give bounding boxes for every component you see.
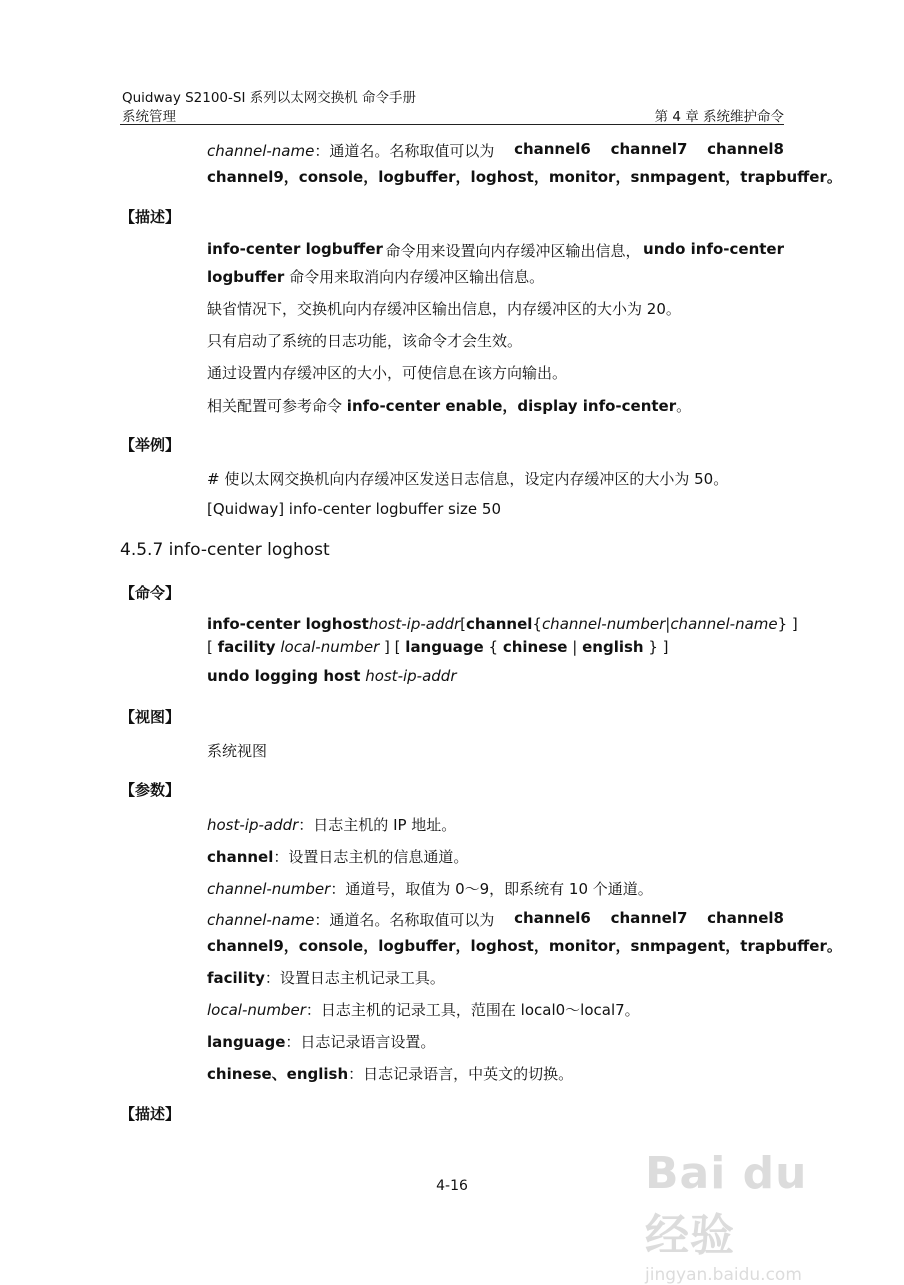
cmd-text: info-center logbuffer: [207, 240, 383, 258]
param-desc: ：通道名。名称取值可以为: [314, 142, 495, 160]
header-row: [122, 105, 784, 125]
param-chinese-english: [207, 1063, 784, 1084]
watermark: [645, 1148, 855, 1285]
cmd-bracket: {: [532, 615, 542, 633]
desc-line1: [207, 240, 784, 261]
value-channel6: channel6: [514, 140, 591, 158]
desc-size: 通过设置内存缓冲区的大小，可使信息在该方向输出。: [207, 364, 568, 382]
param-name: channel-number: [207, 880, 331, 898]
param-desc: ：日志主机的记录工具，范围在 local0～local7。: [305, 1001, 640, 1019]
header-chapter: 第 4 章 系统维护命令: [654, 109, 784, 125]
param-channel-number: [207, 878, 784, 899]
header-rule: [120, 124, 784, 125]
cmd-bracket: [: [460, 615, 467, 633]
desc-text: 命令用来取消向内存缓冲区输出信息。: [289, 268, 545, 286]
command-syntax-line1: [207, 615, 798, 633]
param-channel-name-line1: [207, 909, 784, 930]
desc-enable: 只有启动了系统的日志功能，该命令才会生效。: [207, 332, 523, 350]
param-name: host-ip-addr: [207, 816, 299, 834]
param-name: facility: [207, 969, 265, 987]
desc-default: 缺省情况下，交换机向内存缓冲区输出信息，内存缓冲区的大小为 20。: [207, 300, 681, 318]
param-desc: ：通道号，取值为 0～9，即系统有 10 个通道。: [330, 880, 653, 898]
cmd-keyword: facility: [217, 638, 276, 656]
example-comment: # 使以太网交换机向内存缓冲区发送日志信息，设定内存缓冲区的大小为 50。: [207, 470, 729, 488]
param-desc: ：设置日志主机的信息通道。: [273, 848, 469, 866]
param-name: channel-name: [207, 911, 315, 929]
param-desc: ：通道名。名称取值可以为: [314, 911, 495, 929]
cmd-keyword: chinese: [502, 638, 568, 656]
param-facility: [207, 967, 784, 988]
example-command: [Quidway] info-center logbuffer size 50: [207, 500, 501, 518]
param-local-number: [207, 999, 784, 1020]
watermark-url: jingyan.baidu.com: [645, 1265, 802, 1285]
value-channel7: channel7: [610, 909, 688, 927]
cmd-bracket: |: [665, 615, 671, 633]
param-channel-name-line2: channel9，console，logbuffer，loghost，monitor，snmpagent，trapbuffer。: [207, 937, 842, 955]
value-channel8: channel8: [707, 140, 784, 158]
param-desc: ：设置日志主机记录工具。: [264, 969, 445, 987]
value-channel6: channel6: [514, 909, 591, 927]
desc-text: 相关配置可参考命令: [207, 397, 343, 415]
section-label-command: 【命令】: [120, 584, 181, 602]
param-desc: ：日志主机的 IP 地址。: [298, 816, 457, 834]
param-name: channel: [207, 848, 274, 866]
command-undo: [207, 667, 784, 685]
punct: 。: [676, 397, 692, 415]
value-channel7: channel7: [610, 140, 688, 158]
cmd-keyword: info-center loghost: [207, 615, 369, 633]
cmd-keyword: language: [405, 638, 484, 656]
watermark-logo: Bai du 经验: [645, 1148, 808, 1261]
param-host-ip-addr: [207, 814, 784, 835]
cmd-bracket: {: [488, 638, 499, 656]
header-title: Quidway S2100-SI 系列以太网交换机 命令手册: [122, 90, 417, 106]
cmd-arg: channel-number: [541, 615, 666, 633]
value-channel8: channel8: [707, 909, 784, 927]
cmd-bracket: } ]: [777, 615, 798, 633]
param-name: chinese、english: [207, 1065, 349, 1083]
cmd-arg: channel-name: [670, 615, 778, 633]
param-name: local-number: [207, 1001, 306, 1019]
related-commands: info-center enable，display info-center: [346, 397, 677, 415]
cmd-bracket: } ]: [648, 638, 669, 656]
cmd-text: logbuffer: [207, 268, 285, 286]
param-desc: ：日志记录语言，中英文的切换。: [348, 1065, 574, 1083]
view-text: 系统视图: [207, 742, 268, 760]
page-number: 4-16: [436, 1178, 468, 1194]
cmd-text: undo info-center: [643, 240, 784, 258]
param-channel: [207, 846, 784, 867]
cmd-bracket: [: [207, 638, 213, 656]
param-name: channel-name: [207, 142, 315, 160]
cmd-arg: local-number: [280, 638, 380, 656]
param-desc: ：日志记录语言设置。: [285, 1033, 436, 1051]
command-syntax-line2: [207, 638, 784, 656]
cmd-arg: host-ip-addr: [365, 667, 457, 685]
param-channel-name-line2: channel9，console，logbuffer，loghost，monitor，snmpagent，trapbuffer。: [207, 168, 842, 186]
cmd-keyword: undo logging host: [207, 667, 361, 685]
cmd-bracket: |: [572, 638, 578, 656]
desc-text: 命令用来设置向内存缓冲区输出信息，: [385, 242, 641, 260]
desc-line2: [207, 266, 784, 287]
desc-related: [207, 395, 784, 416]
cmd-keyword: channel: [466, 615, 533, 633]
cmd-arg: host-ip-addr: [368, 615, 461, 633]
param-channel-name-line1: [207, 140, 784, 161]
param-name: language: [207, 1033, 286, 1051]
section-label-parameters: 【参数】: [120, 781, 181, 799]
section-label-view: 【视图】: [120, 708, 181, 726]
section-heading: 4.5.7 info-center loghost: [120, 540, 330, 560]
cmd-keyword: english: [582, 638, 644, 656]
param-language: [207, 1031, 784, 1052]
cmd-bracket: ] [: [384, 638, 401, 656]
header-section: 系统管理: [122, 109, 176, 125]
section-label-example: 【举例】: [120, 436, 181, 454]
section-label-description-2: 【描述】: [120, 1105, 181, 1123]
section-label-description: 【描述】: [120, 208, 181, 226]
